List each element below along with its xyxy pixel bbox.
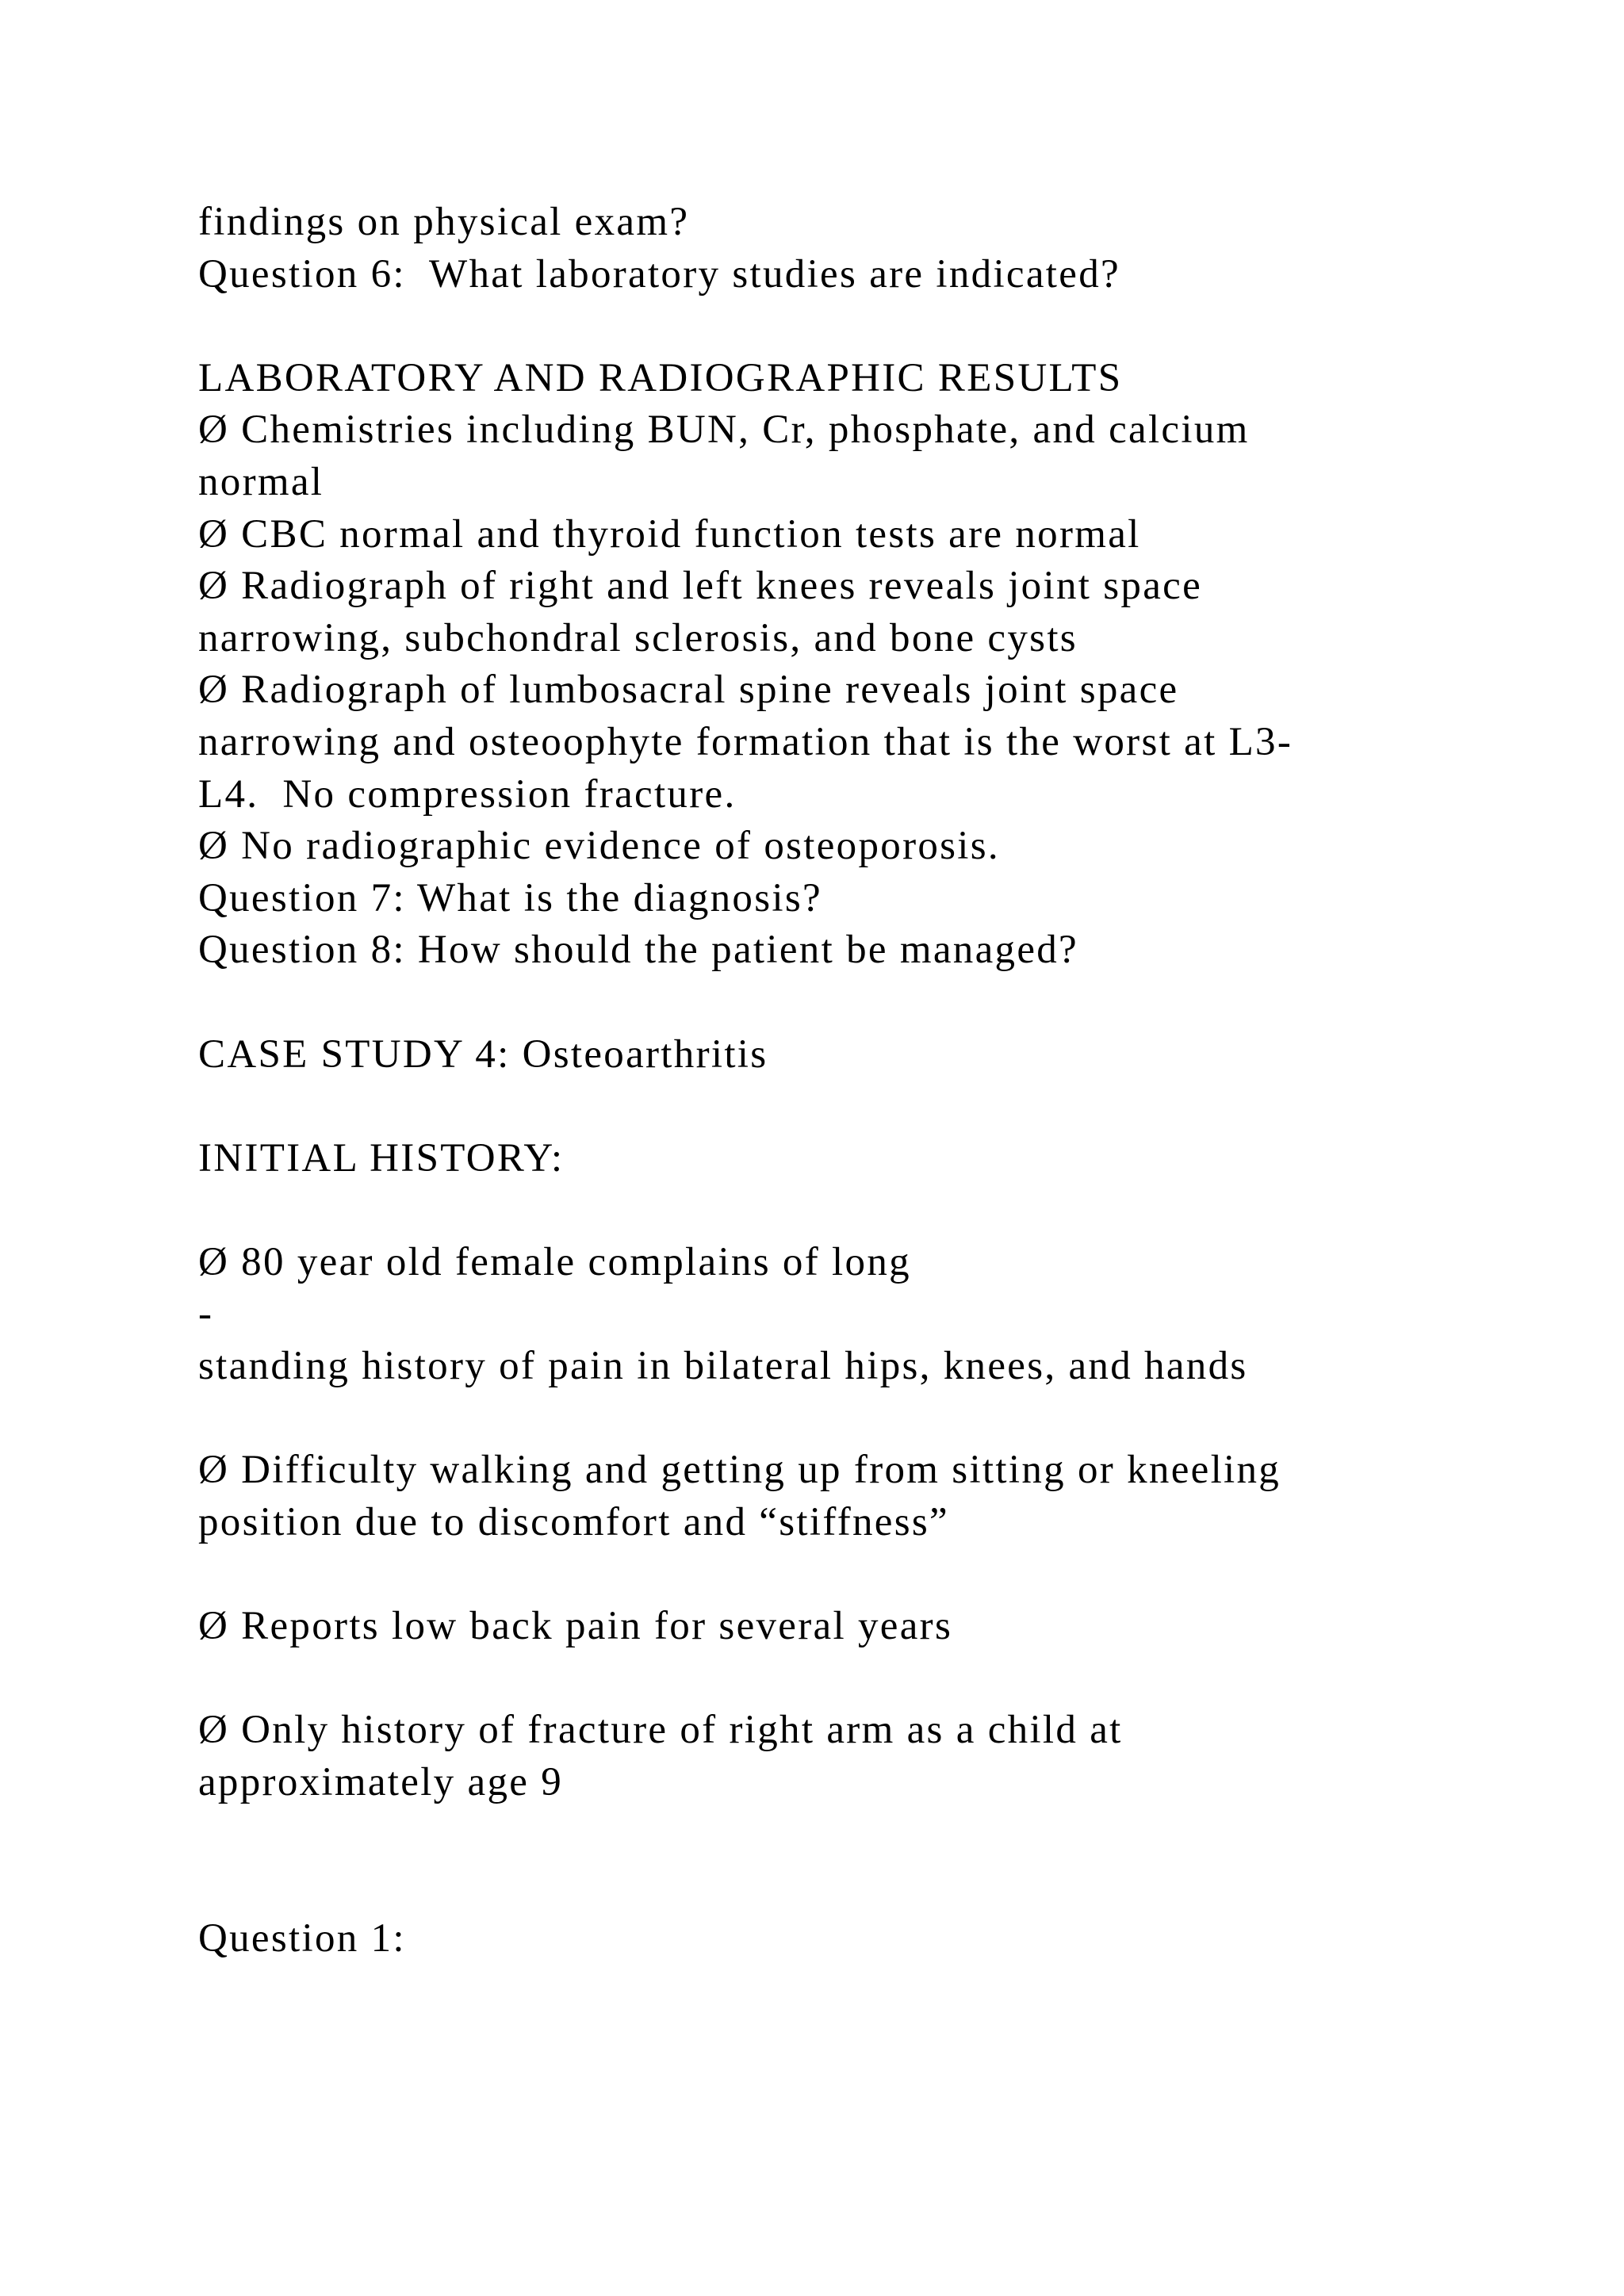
bullet-line: Ø 80 year old female complains of long xyxy=(198,1239,911,1284)
lab-results-heading: LABORATORY AND RADIOGRAPHIC RESULTS xyxy=(198,355,1123,400)
case-study-heading: CASE STUDY 4: Osteoarthritis xyxy=(198,1031,768,1077)
text-line: normal xyxy=(198,459,324,504)
bullet-line: Ø Only history of fracture of right arm as a child at xyxy=(198,1708,1123,1753)
text-line: narrowing and osteoophyte formation that is the worst at L3- xyxy=(198,719,1293,764)
bullet-line: Ø Reports low back pain for several years xyxy=(198,1604,953,1649)
bullet-line: Ø No radiographic evidence of osteoporosis. xyxy=(198,824,1000,869)
blank-line xyxy=(198,1548,1546,1601)
question-7-line: Question 7: What is the diagnosis? xyxy=(198,875,822,920)
text-line: approximately age 9 xyxy=(198,1759,564,1804)
blank-line xyxy=(198,1184,1546,1237)
bullet-line: Ø Chemistries including BUN, Cr, phosphate, and calcium xyxy=(198,408,1250,453)
bullet-line: Ø Difficulty walking and getting up from sitting or kneeling xyxy=(198,1448,1281,1493)
blank-line xyxy=(198,977,1546,1029)
bullet-line: Ø CBC normal and thyroid function tests are normal xyxy=(198,511,1141,557)
text-line: L4. No compression fracture. xyxy=(198,771,737,817)
document-body xyxy=(198,197,1546,1965)
blank-line xyxy=(198,1393,1546,1445)
text-line: - xyxy=(198,1292,214,1337)
text-line: standing history of pain in bilateral hips, knees, and hands xyxy=(198,1344,1248,1389)
text-line: findings on physical exam? xyxy=(198,200,690,244)
blank-line xyxy=(198,1081,1546,1133)
initial-history-heading: INITIAL HISTORY: xyxy=(198,1135,565,1181)
blank-line xyxy=(198,1653,1546,1705)
text-line: position due to discomfort and “stiffness” xyxy=(198,1499,949,1544)
blank-line xyxy=(198,300,1546,353)
blank-line xyxy=(198,1808,1546,1861)
question-6-line: Question 6: What laboratory studies are indicated? xyxy=(198,251,1120,297)
text-line: narrowing, subchondral sclerosis, and bone cysts xyxy=(198,615,1078,660)
bullet-line: Ø Radiograph of lumbosacral spine reveals joint space xyxy=(198,668,1179,713)
bullet-line: Ø Radiograph of right and left knees reveals joint space xyxy=(198,564,1203,609)
question-1-line: Question 1: xyxy=(198,1915,406,1961)
question-8-line: Question 8: How should the patient be managed? xyxy=(198,928,1078,973)
blank-line xyxy=(198,1861,1546,1913)
